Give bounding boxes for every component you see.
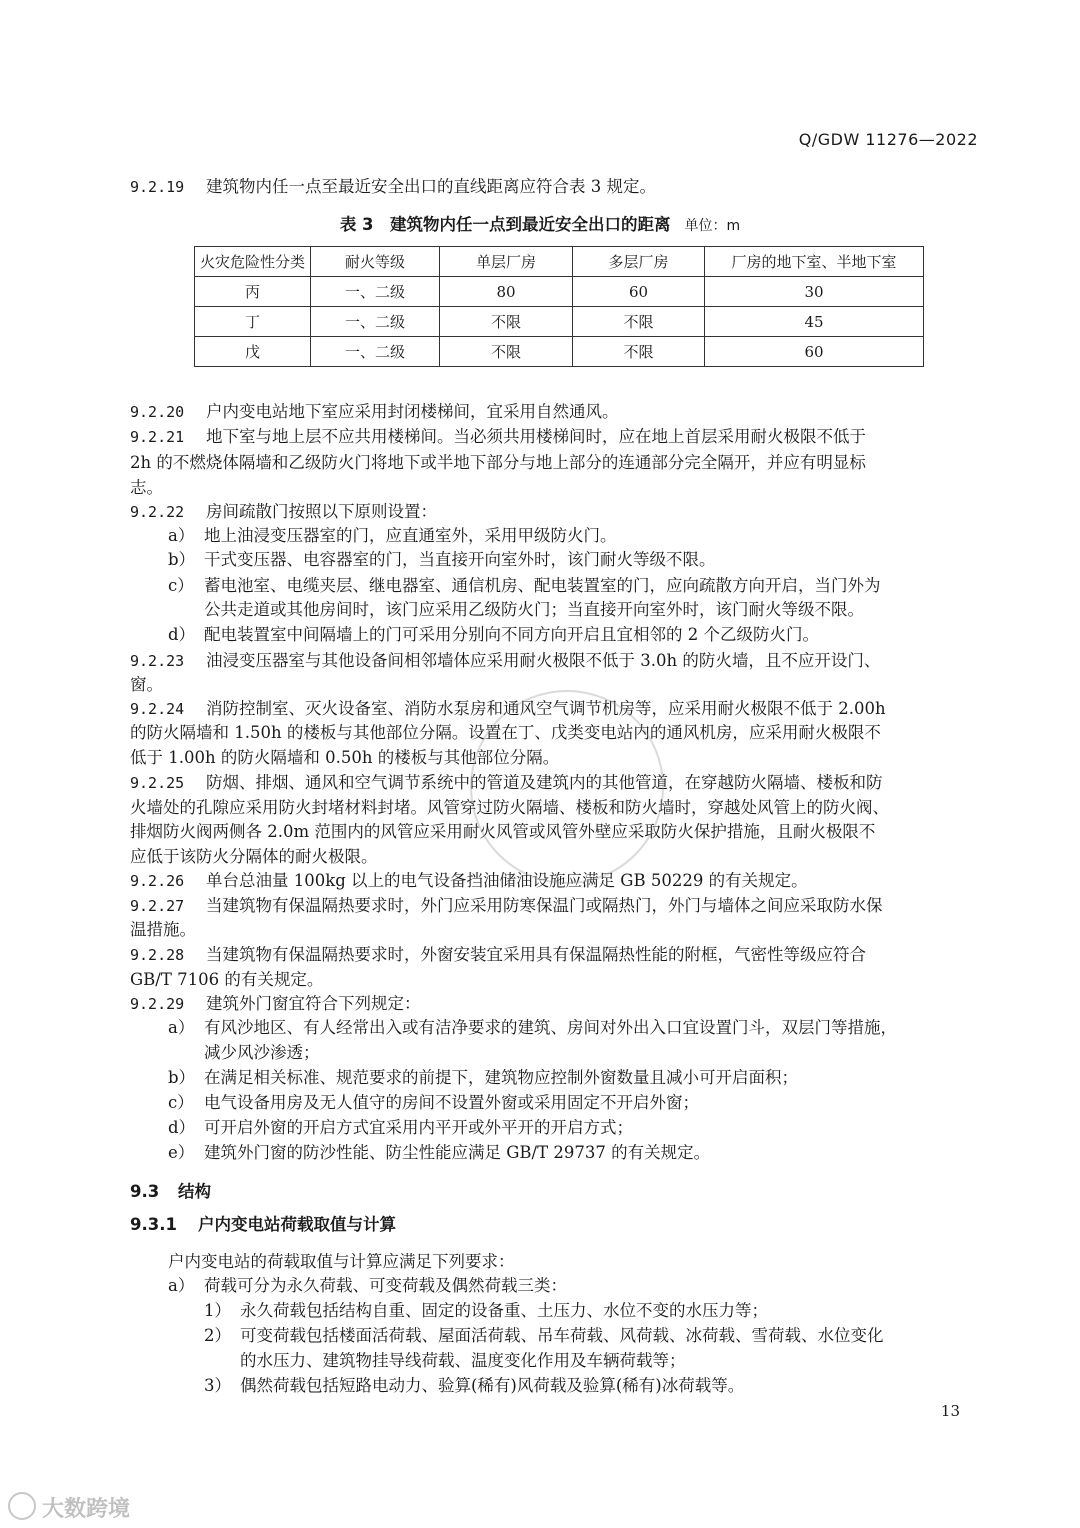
list-text: 减少风沙渗透；: [204, 1043, 320, 1062]
list-text: 可开启外窗的开启方式宜采用内平开或外平开的开启方式；: [204, 1118, 633, 1137]
list-marker: e）: [168, 1143, 195, 1162]
list-text: 配电装置室中间隔墙上的门可采用分别向不同方向开启且宜相邻的 2 个乙级防火门。: [204, 625, 819, 644]
clause-line: [130, 451, 980, 475]
paragraph-text: 户内变电站的荷载取值与计算应满足下列要求：: [168, 1252, 515, 1271]
clause-text: 排烟防火阀两侧各 2.0m 范围内的风管应采用耐火风管或风管外壁应采取防火保护措施，且耐火极限不: [130, 822, 876, 841]
subsection-title: 户内变电站荷载取值与计算: [198, 1215, 396, 1234]
table-cell: 45: [705, 307, 924, 337]
list-item: [168, 524, 980, 548]
clause-line: [130, 400, 980, 424]
list-marker: c）: [168, 576, 194, 595]
list-marker: 2）: [204, 1326, 231, 1345]
list-item: [168, 1016, 980, 1040]
table-cell: 一、二级: [311, 337, 440, 367]
list-text: 荷载可分为永久荷载、可变荷载及偶然荷载三类：: [204, 1276, 567, 1295]
clause-text: 火墙处的孔隙应采用防火封堵材料封堵。风管穿过防火隔墙、楼板和防火墙时，穿越处风管上的防火阀、: [130, 798, 889, 817]
list-item-continuation: [204, 598, 980, 622]
clause-number: 9.2.25: [130, 774, 185, 792]
list-item: [168, 623, 980, 647]
table-row: [195, 307, 924, 337]
page-number: 13: [940, 1402, 960, 1420]
clause-text: GB/T 7106 的有关规定。: [130, 970, 324, 989]
sub-list-item: [204, 1374, 980, 1398]
list-marker: 1）: [204, 1301, 231, 1320]
table-cell: 不限: [573, 307, 705, 337]
clause-text: 油浸变压器室与其他设备间相邻墙体应采用耐火极限不低于 3.0h 的防火墙，且不应开设门、: [206, 651, 881, 670]
clause-text: 应低于该防火分隔体的耐火极限。: [130, 847, 378, 866]
clause-line: [130, 943, 980, 967]
clause-text: 建筑外门窗宜符合下列规定：: [206, 994, 421, 1013]
section-number: 9.3: [130, 1182, 160, 1201]
watermark-stamp: [470, 690, 664, 884]
list-text: 建筑外门窗的防沙性能、防尘性能应满足 GB/T 29737 的有关规定。: [204, 1143, 711, 1162]
clause-text: 低于 1.00h 的防火隔墙和 0.50h 的楼板与其他部位分隔。: [130, 748, 560, 767]
clause-text: 窗。: [130, 675, 163, 694]
clause-number: 9.2.22: [130, 503, 185, 521]
list-item: [168, 1274, 980, 1298]
paragraph: [168, 1250, 980, 1274]
table-cell: 30: [705, 277, 924, 307]
list-text: 公共走道或其他房间时，该门应采用乙级防火门；当直接开向室外时，该门耐火等级不限。: [204, 600, 864, 619]
list-text: 在满足相关标准、规范要求的前提下，建筑物应控制外窗数量且减小可开启面积；: [204, 1068, 798, 1087]
sub-list-item: [204, 1299, 980, 1323]
list-text: 地上油浸变压器室的门，应直通室外，采用甲级防火门。: [204, 526, 617, 545]
list-text: 偶然荷载包括短路电动力、验算(稀有)风荷载及验算(稀有)冰荷载等。: [240, 1376, 745, 1395]
clause-text: 消防控制室、灭火设备室、消防水泵房和通风空气调节机房等，应采用耐火极限不低于 2.00h: [206, 699, 886, 718]
list-text: 有风沙地区、有人经常出入或有洁净要求的建筑、房间对外出入口宜设置门斗，双层门等措施，: [204, 1018, 897, 1037]
clause-number: 9.2.26: [130, 872, 185, 890]
clause-text: 志。: [130, 478, 163, 497]
clause-number: 9.2.23: [130, 652, 185, 670]
list-marker: a）: [168, 1276, 195, 1295]
clause-text: 2h 的不燃烧体隔墙和乙级防火门将地下或半地下部分与地上部分的连通部分完全隔开，并应有明显标: [130, 453, 866, 472]
list-marker: b）: [168, 1068, 196, 1087]
list-marker: d）: [168, 1118, 196, 1137]
table-header-row: [195, 247, 924, 277]
brand-logo: [8, 1492, 130, 1523]
table-caption: [0, 211, 1080, 235]
table-header-cell: 火灾危险性分类: [195, 247, 311, 277]
table-cell: 不限: [440, 337, 573, 367]
table-header-cell: 单层厂房: [440, 247, 573, 277]
list-text: 可变荷载包括楼面活荷载、屋面活荷载、吊车荷载、风荷载、冰荷载、雪荷载、水位变化: [240, 1326, 884, 1345]
clause-line: [130, 894, 980, 918]
logo-icon: [8, 1492, 36, 1520]
list-item: [168, 1116, 980, 1140]
clause-line: [130, 968, 980, 992]
list-text: 的水压力、建筑物挂导线荷载、温度变化作用及车辆荷载等；: [240, 1351, 686, 1370]
section-heading: [130, 1180, 980, 1204]
list-marker: 3）: [204, 1376, 231, 1395]
clause-text: 建筑物内任一点至最近安全出口的直线距离应符合表 3 规定。: [206, 177, 656, 196]
subsection-number: 9.3.1: [130, 1215, 177, 1234]
sub-list-item-continuation: [240, 1349, 980, 1373]
clause-line: [130, 425, 980, 449]
list-text: 永久荷载包括结构自重、固定的设备重、土压力、水位不变的水压力等；: [240, 1301, 768, 1320]
list-item: [168, 548, 980, 572]
table-cell: 60: [573, 277, 705, 307]
table-cell: 一、二级: [311, 307, 440, 337]
list-item: [168, 1091, 980, 1115]
clause-9-2-19: [130, 175, 980, 199]
logo-text: 大数跨境: [42, 1497, 131, 1522]
list-item-continuation: [204, 1041, 980, 1065]
distance-table: [194, 246, 924, 367]
clause-line: [130, 649, 980, 673]
table-title: 表 3 建筑物内任一点到最近安全出口的距离: [339, 215, 671, 234]
section-title: 结构: [178, 1182, 211, 1201]
list-marker: b）: [168, 550, 196, 569]
clause-number: 9.2.19: [130, 178, 185, 196]
table-header-cell: 厂房的地下室、半地下室: [705, 247, 924, 277]
clause-text: 防烟、排烟、通风和空气调节系统中的管道及建筑内的其他管道，在穿越防火隔墙、楼板和防: [206, 773, 883, 792]
clause-line: [130, 918, 980, 942]
list-text: 干式变压器、电容器室的门，当直接开向室外时，该门耐火等级不限。: [204, 550, 716, 569]
clause-number: 9.2.29: [130, 995, 185, 1013]
clause-text: 房间疏散门按照以下原则设置：: [206, 502, 437, 521]
clause-text: 单台总油量 100kg 以上的电气设备挡油储油设施应满足 GB 50229 的有关规定。: [206, 871, 808, 890]
list-text: 电气设备用房及无人值守的房间不设置外窗或采用固定不开启外窗；: [204, 1093, 699, 1112]
clause-text: 的防火隔墙和 1.50h 的楼板与其他部位分隔。设置在丁、戊类变电站内的通风机房，应采用耐火极限不: [130, 723, 881, 742]
clause-number: 9.2.28: [130, 946, 185, 964]
table-cell: 戊: [195, 337, 311, 367]
table-cell: 丁: [195, 307, 311, 337]
clause-line: [130, 992, 980, 1016]
standard-code: Q/GDW 11276—2022: [798, 130, 978, 149]
table-cell: 一、二级: [311, 277, 440, 307]
clause-text: 温措施。: [130, 920, 196, 939]
table-header-cell: 耐火等级: [311, 247, 440, 277]
table-cell: 丙: [195, 277, 311, 307]
list-item: [168, 1066, 980, 1090]
table-cell: 60: [705, 337, 924, 367]
list-text: 蓄电池室、电缆夹层、继电器室、通信机房、配电装置室的门，应向疏散方向开启，当门外为: [204, 576, 881, 595]
table-cell: 不限: [573, 337, 705, 367]
list-marker: c）: [168, 1093, 194, 1112]
table-unit: 单位：m: [684, 218, 741, 234]
subsection-heading: [130, 1213, 980, 1237]
list-marker: a）: [168, 526, 195, 545]
clause-text: 当建筑物有保温隔热要求时，外门应采用防寒保温门或隔热门，外门与墙体之间应采取防水保: [206, 896, 883, 915]
list-marker: d）: [168, 625, 196, 644]
clause-text: 当建筑物有保温隔热要求时，外窗安装宜采用具有保温隔热性能的附框，气密性等级应符合: [206, 945, 866, 964]
list-item: [168, 574, 980, 598]
clause-number: 9.2.20: [130, 403, 185, 421]
clause-number: 9.2.24: [130, 700, 185, 718]
clause-text: 户内变电站地下室应采用封闭楼梯间，宜采用自然通风。: [206, 402, 619, 421]
clause-number: 9.2.27: [130, 897, 185, 915]
table-cell: 80: [440, 277, 573, 307]
clause-number: 9.2.21: [130, 428, 185, 446]
sub-list-item: [204, 1324, 980, 1348]
table-row: [195, 277, 924, 307]
list-marker: a）: [168, 1018, 195, 1037]
list-item: [168, 1141, 980, 1165]
table-cell: 不限: [440, 307, 573, 337]
table-header-cell: 多层厂房: [573, 247, 705, 277]
table-row: [195, 337, 924, 367]
clause-line: [130, 476, 980, 500]
clause-text: 地下室与地上层不应共用楼梯间。当必须共用楼梯间时，应在地上首层采用耐火极限不低于: [206, 427, 866, 446]
clause-line: [130, 500, 980, 524]
